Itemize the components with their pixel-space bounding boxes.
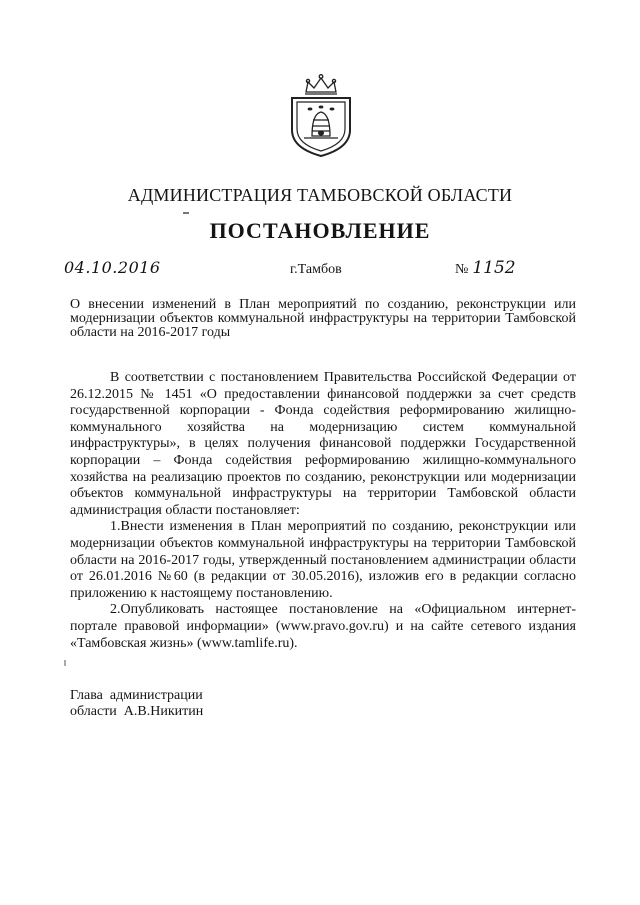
document-body xyxy=(70,370,576,652)
item-1-paragraph: 1.Внести изменения в План мероприятий по созданию, реконструкции или модернизации объектов коммунальной инфраструктуры на территории Тамбовской области на 2016-2017 годы, утвержденный постановлением администрации области от 26.01.2016 №60 (в редакции от 30.05.2016), изложив его в редакции согласно приложению к настоящему постановлению. xyxy=(70,519,576,601)
organization-title: АДМИНИСТРАЦИЯ ТАМБОВСКОЙ ОБЛАСТИ xyxy=(127,185,513,205)
preamble-paragraph: В соответствии с постановлением Правительства Российской Федерации от 26.12.2015 № 1451 «О предоставлении финансовой поддержки за счет средств государственной корпорации - Фонда содействия реформированию жилищно-коммунального хозяйства на модернизацию систем коммунальной инфраструктуры», в целях получения финансовой поддержки Государственной корпорации – Фонда содействия реформированию жилищно-коммунального хозяйства на реализацию проектов по созданию, реконструкции или модернизации объектов коммунальной инфраструктуры на территории Тамбовской области администрация области постановляет: xyxy=(70,370,576,518)
document-type-title: ПОСТАНОВЛЕНИЕ xyxy=(209,218,431,243)
number-prefix: № xyxy=(455,262,469,277)
signature-name: области А.В.Никитин xyxy=(70,704,204,719)
document-subject: О внесении изменений в План мероприятий по созданию, реконструкции или модернизации объектов коммунальной инфраструктуры на территории Тамбовской области на 2016-2017 годы xyxy=(70,297,576,340)
coat-of-arms-icon xyxy=(284,70,358,158)
scan-mark xyxy=(64,660,66,666)
signature-block xyxy=(70,688,203,720)
handwritten-number: 1152 xyxy=(472,258,516,278)
handwritten-date: 04.10.2016 xyxy=(64,258,161,277)
scan-mark xyxy=(183,212,189,214)
signature-position: Глава администрации xyxy=(70,688,203,703)
document-number xyxy=(455,258,516,278)
city-label: г.Тамбов xyxy=(290,262,342,277)
item-2-paragraph: 2.Опубликовать настоящее постановление на «Официальном интернет-портале правовой информации» (www.pravo.gov.ru) и на сайте сетевого издания «Тамбовская жизнь» (www.tamlife.ru). xyxy=(70,602,576,651)
